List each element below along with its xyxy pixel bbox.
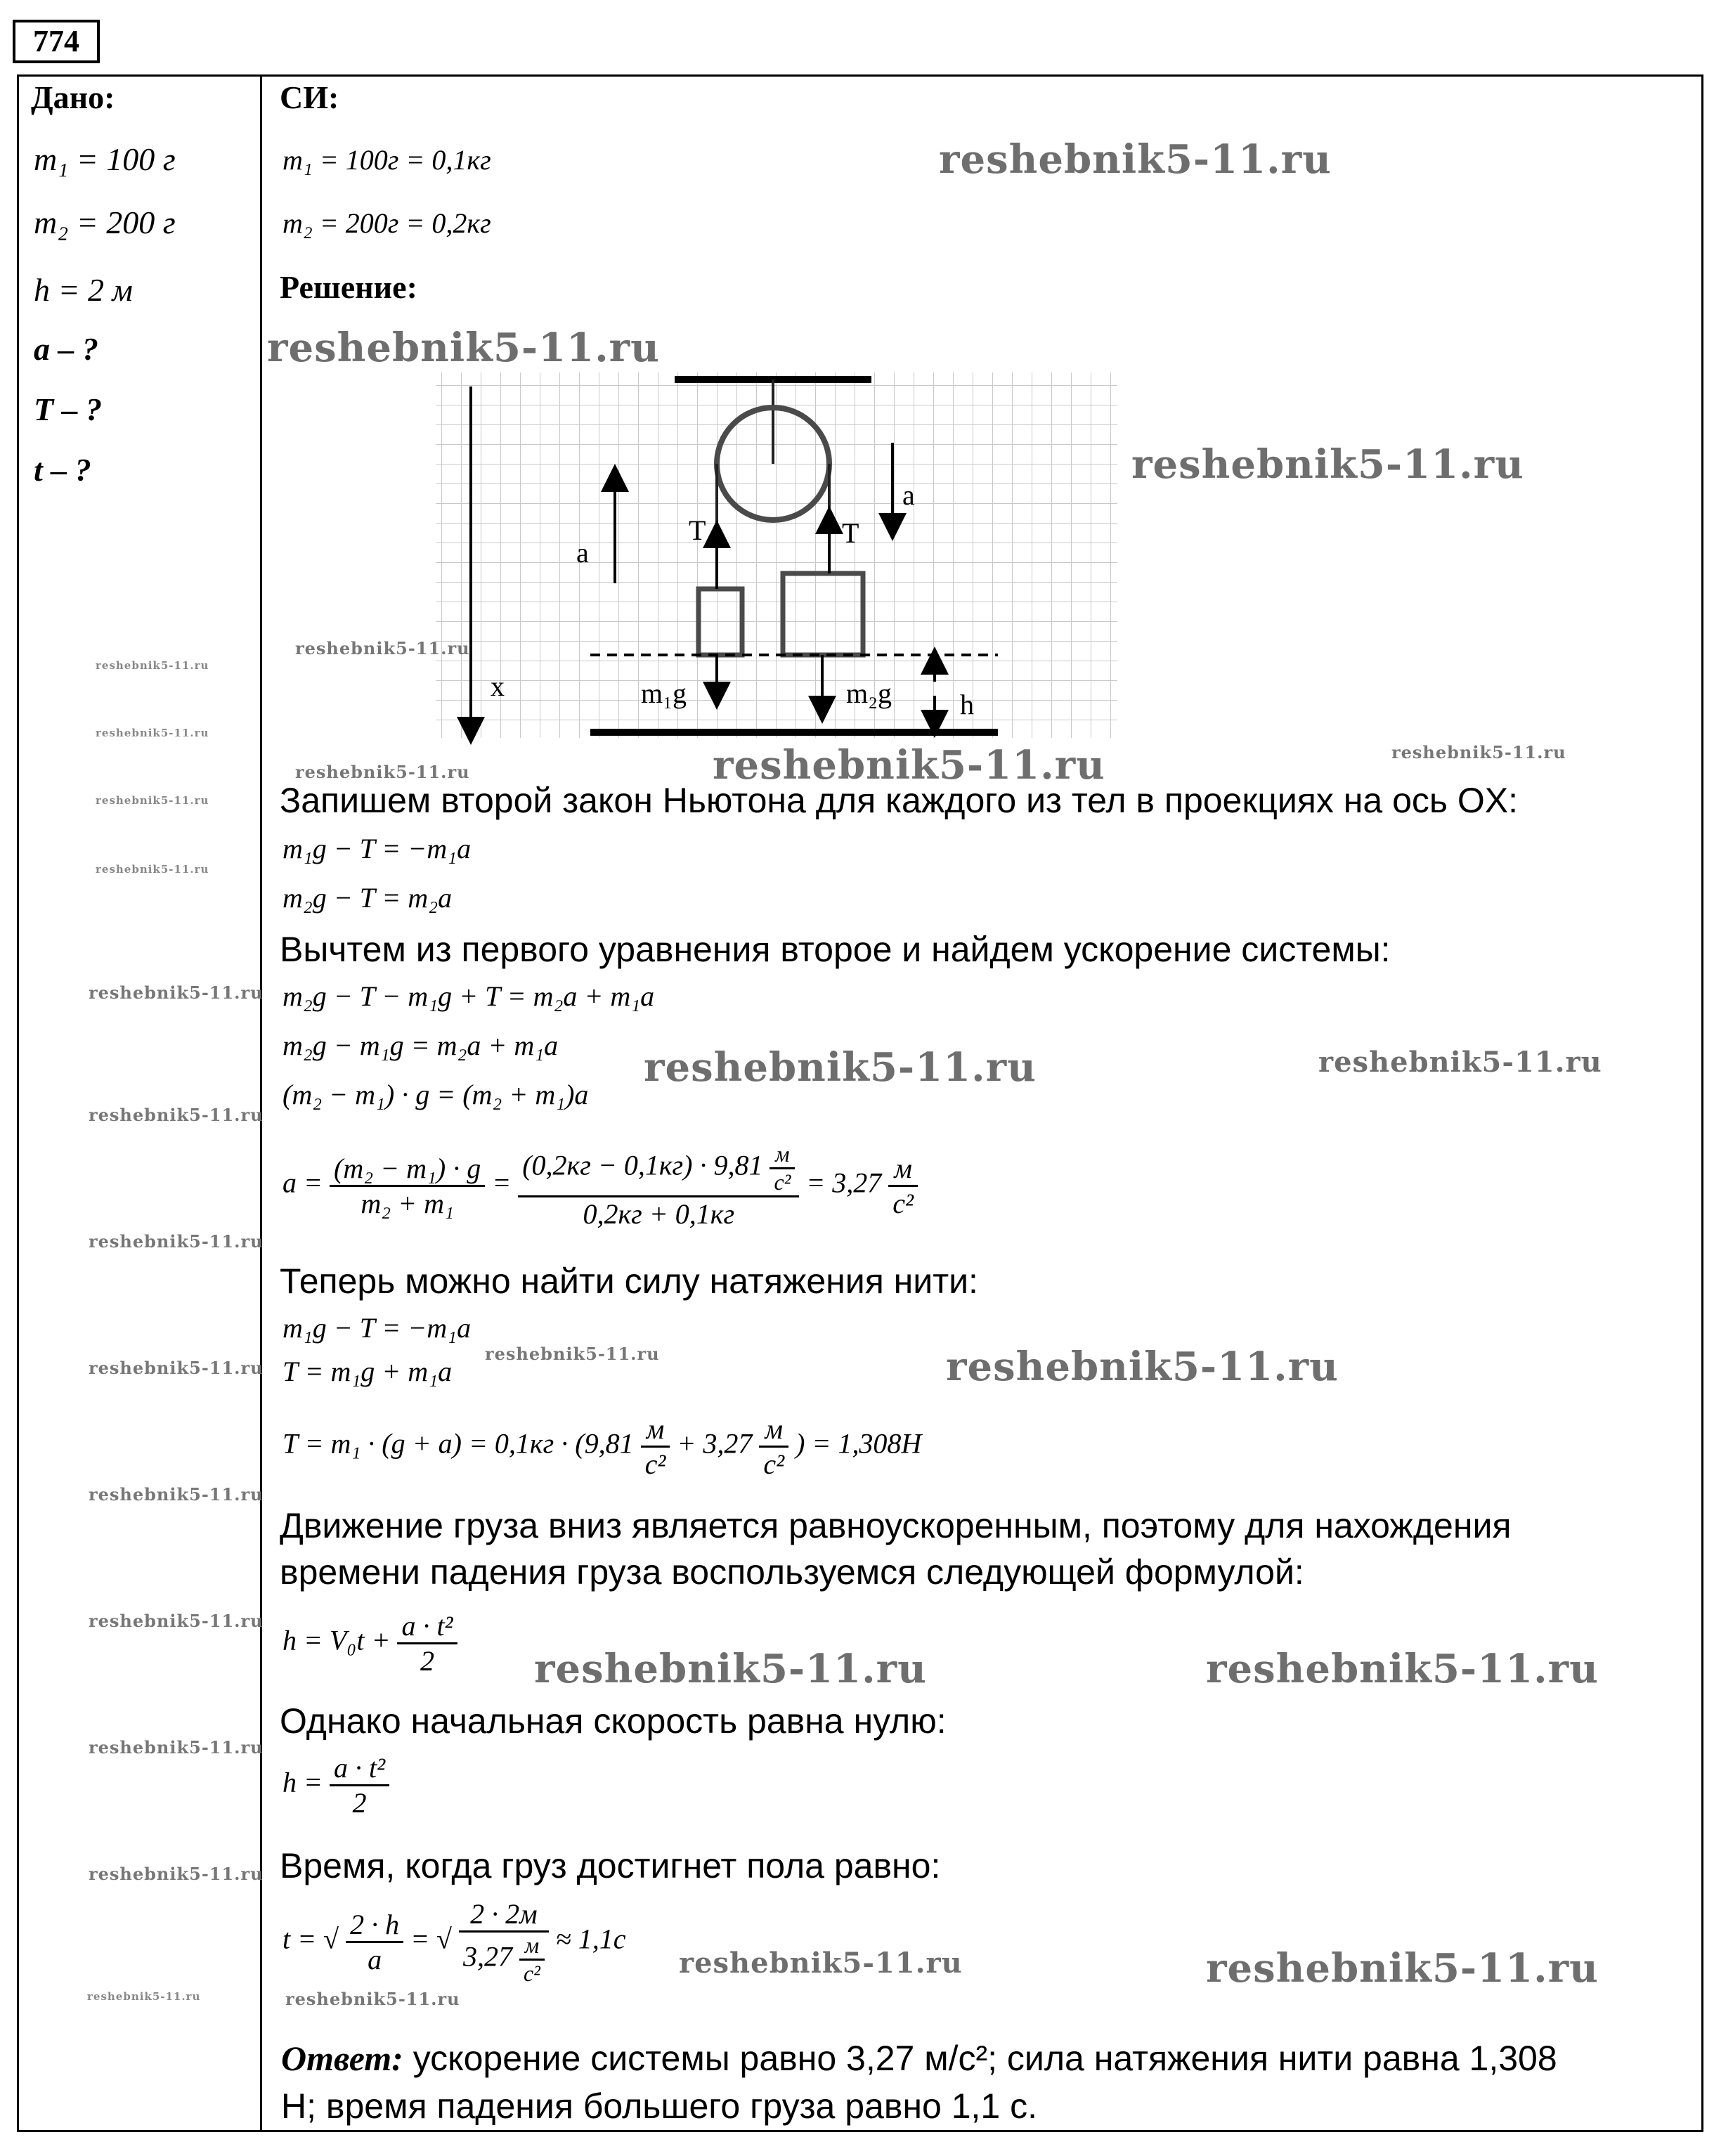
answer-text-1: ускорение системы равно 3,27 м/с²; сила натяжения нити равна 1,308	[403, 2039, 1557, 2078]
watermark: reshebnik5-11.ru	[89, 1358, 264, 1378]
a-den2: 0,2кг + 0,1кг	[583, 1198, 735, 1230]
watermark: reshebnik5-11.ru	[295, 638, 470, 658]
unit-den: с²	[892, 1188, 914, 1219]
t3-part-a: T = m₁ · (g + a) = 0,1кг · (9,81	[283, 1427, 634, 1460]
problem-number: 774	[13, 20, 100, 63]
label-a-right: a	[902, 479, 915, 511]
paragraph-tension: Теперь можно найти силу натяжения нити:	[280, 1261, 978, 1301]
h1-num: a · t²	[397, 1609, 457, 1644]
si-m1: m₁ = 100г = 0,1кг	[283, 144, 491, 176]
unit-num: м	[641, 1413, 670, 1448]
a-lhs: a =	[283, 1167, 323, 1199]
eq-1: m₁g − T = −m₁a	[283, 833, 472, 864]
watermark: reshebnik5-11.ru	[1206, 1646, 1599, 1692]
unit-den: с²	[644, 1448, 666, 1480]
given-header: Дано:	[31, 79, 115, 115]
eq-t1: m₁g − T = −m₁a	[283, 1312, 472, 1344]
paragraph-zero-speed: Однако начальная скорость равна нулю:	[280, 1701, 947, 1741]
h2-lhs: h =	[283, 1766, 323, 1798]
label-a-left: a	[576, 537, 589, 569]
eq-2: m₂g − T = m₂a	[283, 882, 453, 914]
label-h: h	[960, 689, 974, 720]
eq-time	[283, 1897, 626, 1987]
label-m1g: m₁g	[641, 677, 687, 709]
given-q-a: a – ?	[34, 331, 98, 367]
watermark: reshebnik5-11.ru	[1131, 441, 1524, 488]
watermark: reshebnik5-11.ru	[534, 1646, 927, 1692]
unit-den: с²	[763, 1448, 785, 1480]
t-den1: a	[368, 1944, 382, 1975]
watermark: reshebnik5-11.ru	[939, 136, 1332, 183]
eq-5: (m₂ − m₁) · g = (m₂ + m₁)a	[283, 1079, 589, 1110]
answer-label: Ответ:	[281, 2039, 403, 2078]
t-result: ≈ 1,1с	[555, 1923, 626, 1955]
paragraph-motion-2: времени падения груза воспользуемся следующей формулой:	[280, 1552, 1304, 1592]
eq-4: m₂g − m₁g = m₂a + m₁a	[283, 1030, 559, 1061]
answer-line-2: Н; время падения большего груза равно 1,1 с.	[281, 2086, 1038, 2126]
a-result: = 3,27	[806, 1167, 882, 1199]
watermark: reshebnik5-11.ru	[89, 982, 264, 1003]
t-eq: = √	[410, 1923, 453, 1955]
watermark: reshebnik5-11.ru	[946, 1344, 1339, 1390]
watermark: reshebnik5-11.ru	[89, 1231, 264, 1252]
watermark: reshebnik5-11.ru	[89, 1611, 264, 1631]
eq-t2: T = m₁g + m₁a	[283, 1356, 453, 1387]
given-q-T: T – ?	[34, 391, 103, 427]
given-q-t: t – ?	[34, 452, 91, 488]
h1-den: 2	[420, 1645, 434, 1677]
eq-3: m₂g − T − m₁g + T = m₂a + m₁a	[283, 980, 655, 1012]
label-m2g: m₂g	[846, 677, 892, 709]
t-num2: 2 · 2м	[459, 1897, 549, 1933]
unit-num: м	[759, 1413, 788, 1448]
given-m2: m₂ = 200 г	[34, 204, 176, 240]
watermark: reshebnik5-11.ru	[89, 1484, 264, 1505]
solution-header: Решение:	[280, 269, 417, 305]
t-den2: 3,27	[463, 1940, 513, 1973]
watermark: reshebnik5-11.ru	[713, 742, 1105, 788]
given-m1: m₁ = 100 г	[34, 141, 176, 177]
si-m2: m₂ = 200г = 0,2кг	[283, 207, 491, 239]
t3-part-b: + 3,27	[677, 1427, 753, 1460]
watermark: reshebnik5-11.ru	[285, 1989, 460, 2009]
watermark: reshebnik5-11.ru	[89, 1864, 264, 1884]
label-T-left: T	[689, 514, 706, 546]
a-den1: m₂ + m₁	[361, 1188, 454, 1219]
eq-h2	[283, 1751, 389, 1819]
given-h: h = 2 м	[34, 272, 133, 308]
eq-tension	[283, 1413, 921, 1481]
label-T-right: T	[842, 517, 859, 549]
eq-acceleration: a = $\frac{\text{(m₂ − m₁) · g}}{\text{m₂ + m₁}}$ = (0,2кг − 0,1кг) · 9,81 $\frac{м}{\text{с²}}$ 0,2кг + 0,1кг = 3,27 $\frac{м}{\text{с²}}$	[283, 1141, 918, 1230]
watermark: reshebnik5-11.ru	[96, 863, 209, 876]
a-num1: (m₂ − m₁) · g	[330, 1152, 485, 1187]
watermark: reshebnik5-11.ru	[1318, 1046, 1602, 1079]
paragraph-newton: Запишем второй закон Ньютона для каждого из тел в проекциях на ось OX:	[280, 781, 1518, 820]
watermark: reshebnik5-11.ru	[1206, 1945, 1599, 1992]
watermark: reshebnik5-11.ru	[89, 1737, 264, 1758]
watermark: reshebnik5-11.ru	[96, 727, 209, 739]
watermark: reshebnik5-11.ru	[679, 1947, 963, 1980]
unit-num: м	[770, 1141, 795, 1169]
watermark: reshebnik5-11.ru	[96, 659, 209, 672]
unit-den: с²	[774, 1169, 791, 1195]
paragraph-motion-1: Движение груза вниз является равноускоренным, поэтому для нахождения	[280, 1506, 1512, 1545]
eq-h1	[283, 1609, 457, 1677]
unit-num: м	[519, 1933, 545, 1961]
unit-num: м	[888, 1152, 918, 1187]
watermark: reshebnik5-11.ru	[267, 325, 660, 371]
watermark: reshebnik5-11.ru	[1391, 742, 1566, 762]
answer-line-1	[281, 2038, 1557, 2079]
label-x: x	[491, 670, 505, 702]
watermark: reshebnik5-11.ru	[89, 1105, 264, 1125]
watermark: reshebnik5-11.ru	[96, 794, 209, 807]
pulley-diagram	[422, 365, 1131, 759]
si-header: СИ:	[280, 79, 339, 115]
column-divider	[260, 74, 262, 2132]
paragraph-time: Время, когда груз достигнет пола равно:	[280, 1846, 941, 1885]
t-num1: 2 · h	[346, 1908, 403, 1943]
t-lhs: t = √	[283, 1923, 339, 1955]
watermark: reshebnik5-11.ru	[485, 1344, 660, 1364]
watermark: reshebnik5-11.ru	[295, 762, 470, 782]
a-num2: (0,2кг − 0,1кг) · 9,81	[522, 1149, 763, 1181]
h2-den: 2	[352, 1787, 367, 1819]
watermark: reshebnik5-11.ru	[644, 1044, 1037, 1091]
watermark: reshebnik5-11.ru	[87, 1990, 201, 2003]
paragraph-subtract: Вычтем из первого уравнения второе и найдем ускорение системы:	[280, 930, 1391, 969]
t3-part-c: ) = 1,308H	[796, 1427, 922, 1460]
h2-num: a · t²	[330, 1751, 389, 1786]
h1-lhs: h = V₀t +	[283, 1624, 391, 1656]
unit-den: с²	[524, 1961, 540, 1986]
